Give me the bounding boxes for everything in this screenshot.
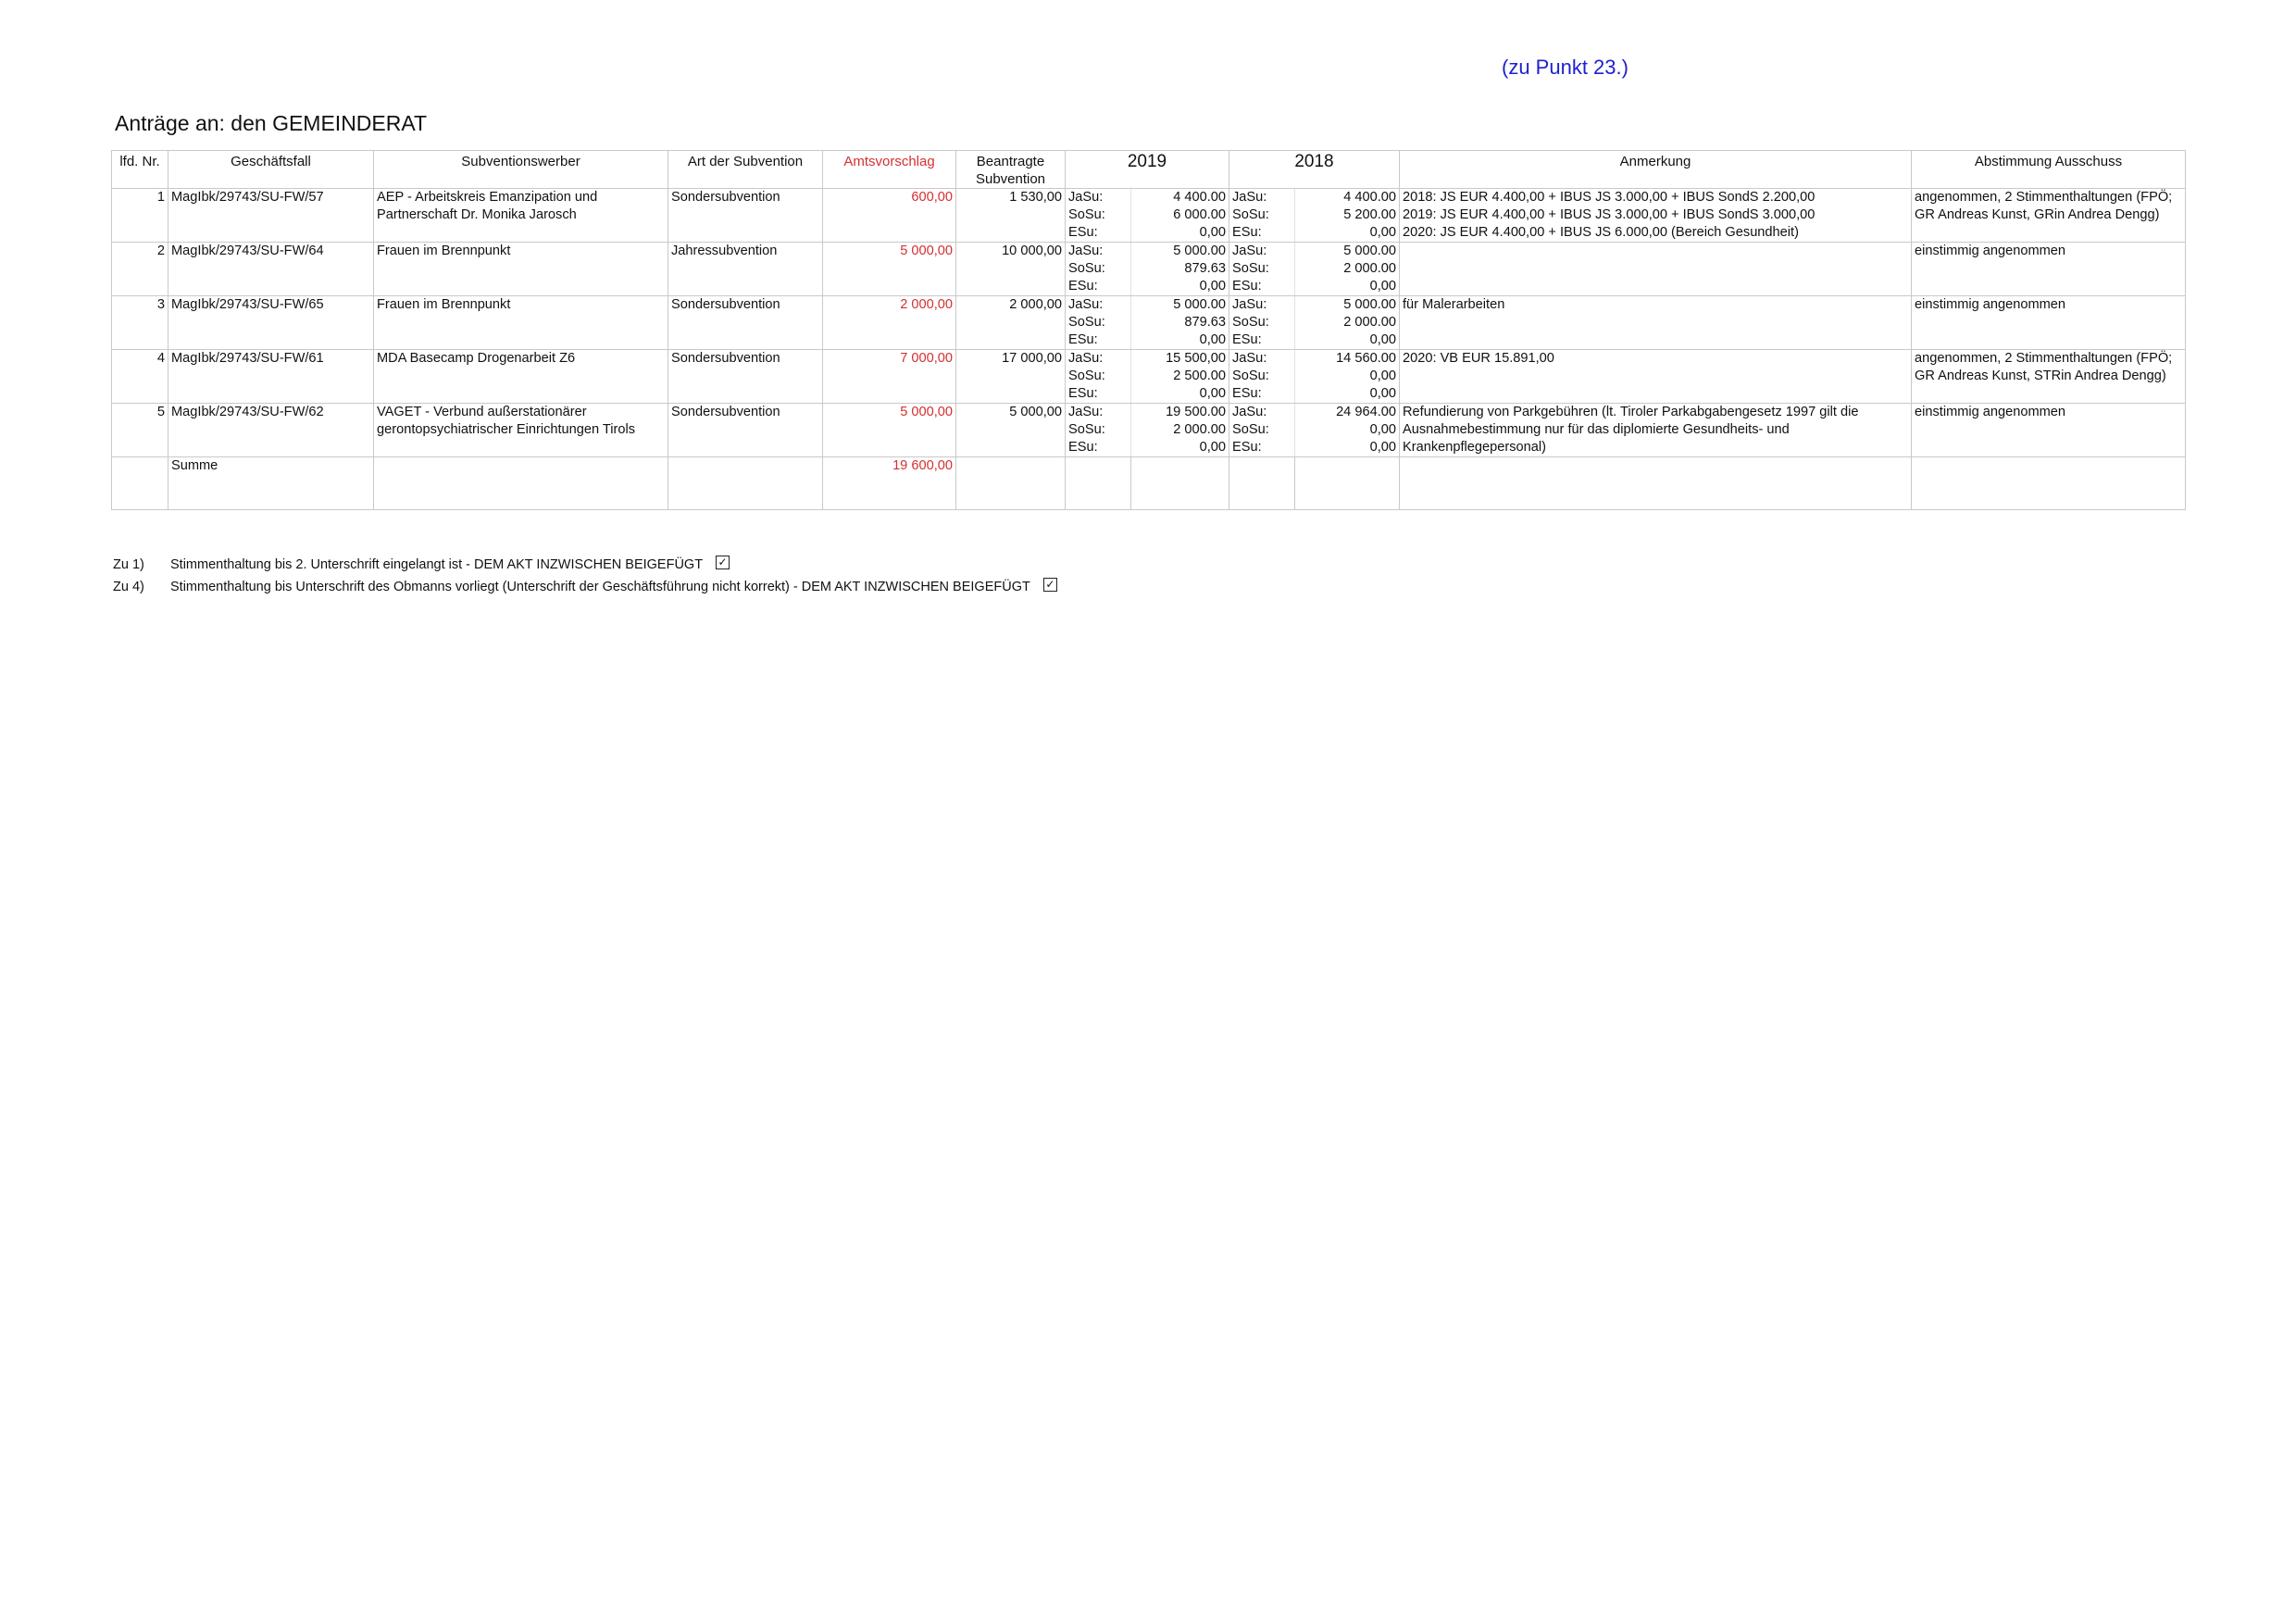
cell-y2019-values (1131, 404, 1229, 457)
amount-label: JaSu: (1232, 244, 1267, 258)
amount-value: 0,00 (1199, 386, 1226, 401)
cell-abstimmung: einstimmig angenommen (1912, 296, 2186, 350)
amount-value: 5 000.00 (1173, 244, 1226, 258)
cell-y2018-labels (1229, 350, 1295, 404)
note-line: für Malerarbeiten (1403, 297, 1505, 312)
subsidy-table (111, 150, 2186, 510)
cell-abstimmung: angenommen, 2 Stimmenthaltungen (FPÖ; GR Andreas Kunst, GRin Andrea Dengg) (1912, 189, 2186, 243)
cell-art: Sondersubvention (668, 404, 823, 457)
footnote (113, 576, 1057, 598)
sum-value: 19 600,00 (823, 457, 956, 510)
cell-y2018-values (1295, 243, 1400, 296)
cell-y2018-values (1295, 350, 1400, 404)
sum-empty-cell (668, 457, 823, 510)
col-header-2019: 2019 (1066, 151, 1229, 189)
sum-row (112, 457, 2186, 510)
amount-label: ESu: (1232, 440, 1262, 455)
col-header-beantragt (956, 151, 1066, 189)
cell-nr: 5 (112, 404, 168, 457)
amount-label: ESu: (1232, 332, 1262, 347)
cell-y2019-values (1131, 189, 1229, 243)
amount-value: 2 000.00 (1173, 422, 1226, 437)
table-row (112, 296, 2186, 350)
cell-y2018-values (1295, 189, 1400, 243)
cell-beantragt: 10 000,00 (956, 243, 1066, 296)
agenda-reference: (zu Punkt 23.) (1502, 56, 1628, 79)
amount-value: 0,00 (1369, 440, 1396, 455)
amount-value: 5 000.00 (1343, 297, 1396, 312)
table-row (112, 243, 2186, 296)
cell-anmerkung (1400, 243, 1912, 296)
col-header-amtsvorschlag: Amtsvorschlag (823, 151, 956, 189)
table-row (112, 404, 2186, 457)
amount-label: SoSu: (1232, 369, 1269, 383)
amount-value: 0,00 (1199, 279, 1226, 294)
sum-empty-cell (1229, 457, 1295, 510)
note-line: 2018: JS EUR 4.400,00 + IBUS JS 3.000,00 + IBUS SondS 2.200,00 (1403, 190, 1816, 205)
amount-label: ESu: (1068, 332, 1098, 347)
amount-label: SoSu: (1232, 207, 1269, 222)
footnote (113, 554, 1057, 576)
cell-beantragt: 17 000,00 (956, 350, 1066, 404)
cell-amtsvorschlag: 600,00 (823, 189, 956, 243)
amount-label: JaSu: (1232, 405, 1267, 419)
cell-amtsvorschlag: 2 000,00 (823, 296, 956, 350)
cell-geschaeftsfall: MagIbk/29743/SU-FW/62 (168, 404, 374, 457)
cell-subventionswerber: Frauen im Brennpunkt (374, 296, 668, 350)
cell-abstimmung: angenommen, 2 Stimmenthaltungen (FPÖ; GR Andreas Kunst, STRin Andrea Dengg) (1912, 350, 2186, 404)
amount-label: SoSu: (1232, 261, 1269, 276)
amount-label: SoSu: (1068, 261, 1105, 276)
footnote-key: Zu 4) (113, 580, 144, 594)
amount-value: 6 000.00 (1173, 207, 1226, 222)
cell-geschaeftsfall: MagIbk/29743/SU-FW/65 (168, 296, 374, 350)
cell-nr: 1 (112, 189, 168, 243)
amount-value: 0,00 (1199, 332, 1226, 347)
cell-art: Sondersubvention (668, 189, 823, 243)
cell-abstimmung: einstimmig angenommen (1912, 243, 2186, 296)
document-title: Anträge an: den GEMEINDERAT (115, 111, 428, 135)
sum-empty-cell (1295, 457, 1400, 510)
amount-label: JaSu: (1068, 351, 1104, 366)
col-header-beantragt-line2: Subvention (975, 171, 1046, 187)
cell-beantragt: 2 000,00 (956, 296, 1066, 350)
cell-y2019-values (1131, 243, 1229, 296)
cell-y2018-labels (1229, 296, 1295, 350)
amount-value: 0,00 (1369, 422, 1396, 437)
cell-geschaeftsfall: MagIbk/29743/SU-FW/64 (168, 243, 374, 296)
col-header-nr: lfd. Nr. (112, 151, 168, 189)
amount-label: JaSu: (1068, 244, 1104, 258)
amount-label: SoSu: (1232, 315, 1269, 330)
cell-y2019-values (1131, 296, 1229, 350)
amount-value: 2 000.00 (1343, 261, 1396, 276)
note-line: Refundierung von Parkgebühren (lt. Tiroler Parkabgabengesetz 1997 gilt die Ausnahmebestimmung nur für das diplomierte Gesundheits- und Krankenpflegepersonal) (1403, 405, 1859, 455)
amount-value: 14 560.00 (1336, 351, 1396, 366)
footnotes (113, 554, 1057, 598)
cell-subventionswerber: MDA Basecamp Drogenarbeit Z6 (374, 350, 668, 404)
amount-label: ESu: (1232, 386, 1262, 401)
amount-value: 4 400.00 (1173, 190, 1226, 205)
sum-empty-cell (1400, 457, 1912, 510)
amount-label: SoSu: (1232, 422, 1269, 437)
sum-empty-cell (112, 457, 168, 510)
amount-label: ESu: (1232, 225, 1262, 240)
cell-y2018-values (1295, 404, 1400, 457)
sum-empty-cell (956, 457, 1066, 510)
amount-label: ESu: (1068, 440, 1098, 455)
cell-subventionswerber: Frauen im Brennpunkt (374, 243, 668, 296)
amount-value: 24 964.00 (1336, 405, 1396, 419)
amount-value: 879.63 (1184, 261, 1226, 276)
footnote-text: Stimmenthaltung bis Unterschrift des Obmanns vorliegt (Unterschrift der Geschäftsführung nicht korrekt) - DEM AKT INZWISCHEN BEIGEFÜGT (170, 580, 1030, 594)
cell-geschaeftsfall: MagIbk/29743/SU-FW/61 (168, 350, 374, 404)
note-line: 2019: JS EUR 4.400,00 + IBUS JS 3.000,00 + IBUS SondS 3.000,00 (1403, 207, 1816, 222)
cell-amtsvorschlag: 5 000,00 (823, 243, 956, 296)
amount-value: 879.63 (1184, 315, 1226, 330)
cell-art: Sondersubvention (668, 350, 823, 404)
cell-nr: 4 (112, 350, 168, 404)
amount-value: 5 000.00 (1343, 244, 1396, 258)
amount-value: 0,00 (1369, 386, 1396, 401)
cell-amtsvorschlag: 5 000,00 (823, 404, 956, 457)
cell-abstimmung: einstimmig angenommen (1912, 404, 2186, 457)
amount-value: 0,00 (1369, 279, 1396, 294)
sum-empty-cell (374, 457, 668, 510)
col-header-2018: 2018 (1229, 151, 1400, 189)
amount-label: SoSu: (1068, 369, 1105, 383)
amount-value: 0,00 (1199, 440, 1226, 455)
cell-y2019-labels (1066, 189, 1131, 243)
cell-anmerkung (1400, 350, 1912, 404)
cell-anmerkung (1400, 296, 1912, 350)
cell-y2018-values (1295, 296, 1400, 350)
amount-value: 0,00 (1369, 225, 1396, 240)
amount-value: 0,00 (1199, 225, 1226, 240)
amount-label: ESu: (1068, 225, 1098, 240)
cell-anmerkung (1400, 189, 1912, 243)
checkbox-checked-icon: ✓ (716, 556, 730, 569)
col-header-werber: Subventionswerber (374, 151, 668, 189)
sum-empty-cell (1912, 457, 2186, 510)
cell-y2018-labels (1229, 404, 1295, 457)
amount-value: 5 200.00 (1343, 207, 1396, 222)
cell-subventionswerber: VAGET - Verbund außerstationärer gerontopsychiatrischer Einrichtungen Tirols (374, 404, 668, 457)
cell-nr: 2 (112, 243, 168, 296)
footnote-key: Zu 1) (113, 557, 144, 572)
amount-label: SoSu: (1068, 315, 1105, 330)
cell-y2018-labels (1229, 189, 1295, 243)
amount-label: JaSu: (1068, 297, 1104, 312)
col-header-art: Art der Subvention (668, 151, 823, 189)
col-header-anmerkung: Anmerkung (1400, 151, 1912, 189)
cell-nr: 3 (112, 296, 168, 350)
table-row (112, 189, 2186, 243)
amount-value: 0,00 (1369, 332, 1396, 347)
cell-art: Jahressubvention (668, 243, 823, 296)
footnote-text: Stimmenthaltung bis 2. Unterschrift eingelangt ist - DEM AKT INZWISCHEN BEIGEFÜGT (170, 557, 704, 572)
cell-y2019-labels (1066, 296, 1131, 350)
sum-empty-cell (1131, 457, 1229, 510)
amount-value: 2 000.00 (1343, 315, 1396, 330)
cell-y2018-labels (1229, 243, 1295, 296)
cell-geschaeftsfall: MagIbk/29743/SU-FW/57 (168, 189, 374, 243)
table-row (112, 350, 2186, 404)
table-header-row (112, 151, 2186, 189)
amount-value: 15 500,00 (1166, 351, 1226, 366)
amount-value: 2 500.00 (1173, 369, 1226, 383)
amount-label: JaSu: (1068, 190, 1104, 205)
sum-empty-cell (1066, 457, 1131, 510)
amount-label: JaSu: (1232, 190, 1267, 205)
cell-beantragt: 5 000,00 (956, 404, 1066, 457)
col-header-fall: Geschäftsfall (168, 151, 374, 189)
amount-label: SoSu: (1068, 207, 1105, 222)
col-header-beantragt-line1: Beantragte (976, 154, 1045, 169)
cell-y2019-labels (1066, 243, 1131, 296)
cell-art: Sondersubvention (668, 296, 823, 350)
amount-label: ESu: (1068, 386, 1098, 401)
amount-value: 0,00 (1369, 369, 1396, 383)
amount-label: JaSu: (1232, 351, 1267, 366)
cell-y2019-labels (1066, 404, 1131, 457)
sum-label: Summe (168, 457, 374, 510)
cell-y2019-labels (1066, 350, 1131, 404)
cell-subventionswerber: AEP - Arbeitskreis Emanzipation und Partnerschaft Dr. Monika Jarosch (374, 189, 668, 243)
note-line: 2020: JS EUR 4.400,00 + IBUS JS 6.000,00 (Bereich Gesundheit) (1403, 225, 1799, 240)
amount-label: JaSu: (1068, 405, 1104, 419)
note-line: 2020: VB EUR 15.891,00 (1403, 351, 1554, 366)
cell-y2019-values (1131, 350, 1229, 404)
cell-amtsvorschlag: 7 000,00 (823, 350, 956, 404)
amount-value: 19 500.00 (1166, 405, 1226, 419)
amount-label: ESu: (1068, 279, 1098, 294)
amount-value: 5 000.00 (1173, 297, 1226, 312)
cell-beantragt: 1 530,00 (956, 189, 1066, 243)
checkbox-checked-icon: ✓ (1043, 578, 1057, 592)
amount-value: 4 400.00 (1343, 190, 1396, 205)
amount-label: SoSu: (1068, 422, 1105, 437)
cell-anmerkung (1400, 404, 1912, 457)
col-header-abstimmung: Abstimmung Ausschuss (1912, 151, 2186, 189)
amount-label: JaSu: (1232, 297, 1267, 312)
amount-label: ESu: (1232, 279, 1262, 294)
